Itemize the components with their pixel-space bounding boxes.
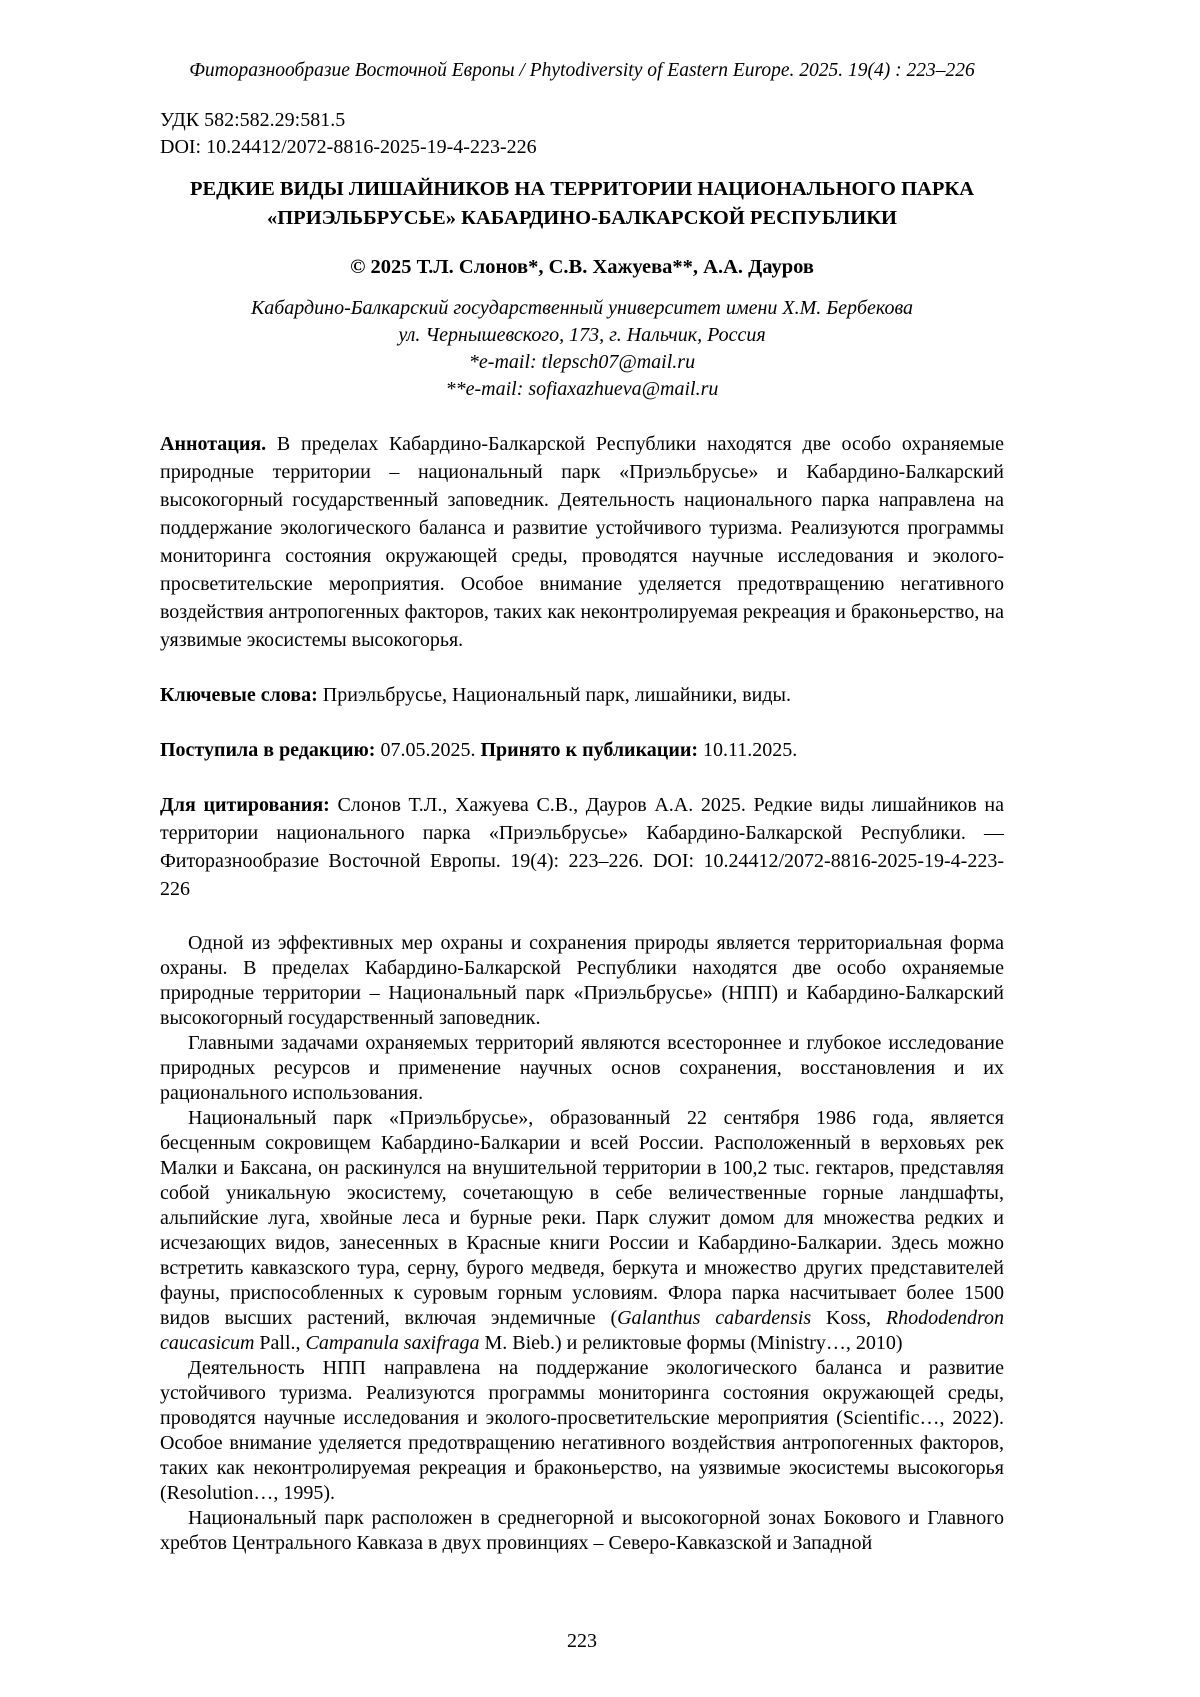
udc-line: УДК 582:582.29:581.5 xyxy=(160,109,346,131)
species-name-rhododendron: Rhododendron caucasicum xyxy=(160,1307,1004,1354)
paragraph-park-location: Национальный парк расположен в среднегорной и высокогорной зонах Бокового и Главного хребтов Центрального Кавказа в двух провинциях – Северо-Кавказской и Западной xyxy=(160,1507,1004,1554)
accepted-label: Принято к публикации: xyxy=(480,739,699,761)
page-number: 223 xyxy=(567,1630,597,1652)
species-name-campanula: Campanula saxifraga xyxy=(305,1332,480,1354)
keywords xyxy=(160,681,1004,709)
received-label: Поступила в редакцию: xyxy=(160,739,376,761)
paragraph-park-activity: Деятельность НПП направлена на поддержание экологического баланса и развитие устойчивого туризма. Реализуются программы мониторинга состояния окружающей среды, проводятся научные исследования и эколого-просветительские мероприятия (Scientific…, 2022). Особое внимание уделяется предотвращению негативного воздействия антропогенных факторов, таких как неконтролируемая рекреация и браконьерство, на уязвимые экосистемы высокогорья (Resolution…, 1995). xyxy=(160,1357,1004,1504)
paragraph-territorial-protection: Одной из эффективных мер охраны и сохранения природы является территориальная форма охраны. В пределах Кабардино-Балкарской Республики находятся две особо охраняемые природные территории – Национальный парк «Приэльбрусье» (НПП) и Кабардино-Балкарский высокогорный государственный заповедник. xyxy=(160,932,1004,1029)
affiliation-block xyxy=(160,295,1004,403)
article-title-line2: «ПРИЭЛЬБРУСЬЕ» КАБАРДИНО-БАЛКАРСКОЙ РЕСПУБЛИКИ xyxy=(266,207,897,229)
paragraph-park-text-3: Pall., xyxy=(254,1332,306,1354)
citation-label: Для цитирования: xyxy=(160,794,330,816)
paragraph-park-text-2: Koss, xyxy=(811,1307,886,1329)
paragraph-park-text-1: Национальный парк «Приэльбрусье», образованный 22 сентября 1986 года, является бесценным сокровищем Кабардино-Балкарии и всей России. Расположенный в верховьях рек Малки и Баксана, он раскинулся на внушительной территории в 100,2 тыс. гектаров, представляя собой уникальную экосистему, сочетающую в себе величественные горные ландшафты, альпийские луга, хвойные леса и бурные реки. Парк служит домом для множества редких и исчезающих видов, занесенных в Красные книги России и Кабардино-Балкарии. Здесь можно встретить кавказского тура, серну, бурого медведя, беркута и множество других представителей фауны, приспособленных к суровым горным условиям. Флора парка насчитывает более 1500 видов высших растений, включая эндемичные ( xyxy=(160,1107,1004,1329)
abstract-text: В пределах Кабардино-Балкарской Республики находятся две особо охраняемые природные территории – национальный парк «Приэльбрусье» и Кабардино-Балкарский высокогорный государственный заповедник. Деятельность национального парка направлена на поддержание экологического баланса и развитие устойчивого туризма. Реализуются программы мониторинга состояния окружающей среды, проводятся научные исследования и эколого-просветительские мероприятия. Особое внимание уделяется предотвращению негативного воздействия антропогенных факторов, таких как неконтролируемая рекреация и браконьерство, на уязвимые экосистемы высокогорья. xyxy=(160,433,1004,651)
paragraph-park-text-4: M. Bieb.) и реликтовые формы (Ministry…, 2010) xyxy=(479,1332,903,1354)
article-title xyxy=(160,175,1004,233)
authors-line: © 2025 Т.Л. Слонов*, С.В. Хажуева**, А.А. Дауров xyxy=(350,256,814,278)
doi-line: DOI: 10.24412/2072-8816-2025-19-4-223-226 xyxy=(160,136,537,158)
email-primary: *e-mail: tlepsch07@mail.ru xyxy=(468,351,696,373)
citation xyxy=(160,791,1004,903)
accepted-date: 10.11.2025. xyxy=(698,739,798,761)
citation-text: Слонов Т.Л., Хажуева С.В., Дауров А.А. 2025. Редкие виды лишайников на территории национального парка «Приэльбрусье» Кабардино-Балкарской Республики. — Фиторазнообразие Восточной Европы. 19(4): 223–226. DOI: 10.24412/2072-8816-2025-19-4-223-226 xyxy=(160,794,1004,900)
species-name-galanthus: Galanthus cabardensis xyxy=(617,1307,812,1329)
affiliation-address: ул. Чернышевского, 173, г. Нальчик, Россия xyxy=(398,324,766,346)
keywords-text: Приэльбрусье, Национальный парк, лишайники, виды. xyxy=(317,684,791,706)
article-title-line1: РЕДКИЕ ВИДЫ ЛИШАЙНИКОВ НА ТЕРРИТОРИИ НАЦИОНАЛЬНОГО ПАРКА xyxy=(189,178,975,200)
abstract-label: Аннотация. xyxy=(160,433,267,455)
paragraph-park-description xyxy=(160,1106,1004,1356)
paragraph-main-tasks: Главными задачами охраняемых территорий являются всестороннее и глубокое исследование природных ресурсов и применение научных основ сохранения, восстановления и их рационального использования. xyxy=(160,1032,1004,1104)
dates-line xyxy=(160,736,1004,764)
affiliation-university: Кабардино-Балкарский государственный университет имени Х.М. Бербекова xyxy=(250,297,914,319)
email-secondary: **e-mail: sofiaxazhueva@mail.ru xyxy=(445,378,719,400)
article-body xyxy=(160,931,1004,1556)
abstract xyxy=(160,430,1004,654)
received-date: 07.05.2025. xyxy=(375,739,481,761)
keywords-label: Ключевые слова: xyxy=(160,684,318,706)
running-head: Фиторазнообразие Восточной Европы / Phytodiversity of Eastern Europe. 2025. 19(4) : 223–226 xyxy=(189,60,975,81)
article-meta xyxy=(160,107,1004,161)
